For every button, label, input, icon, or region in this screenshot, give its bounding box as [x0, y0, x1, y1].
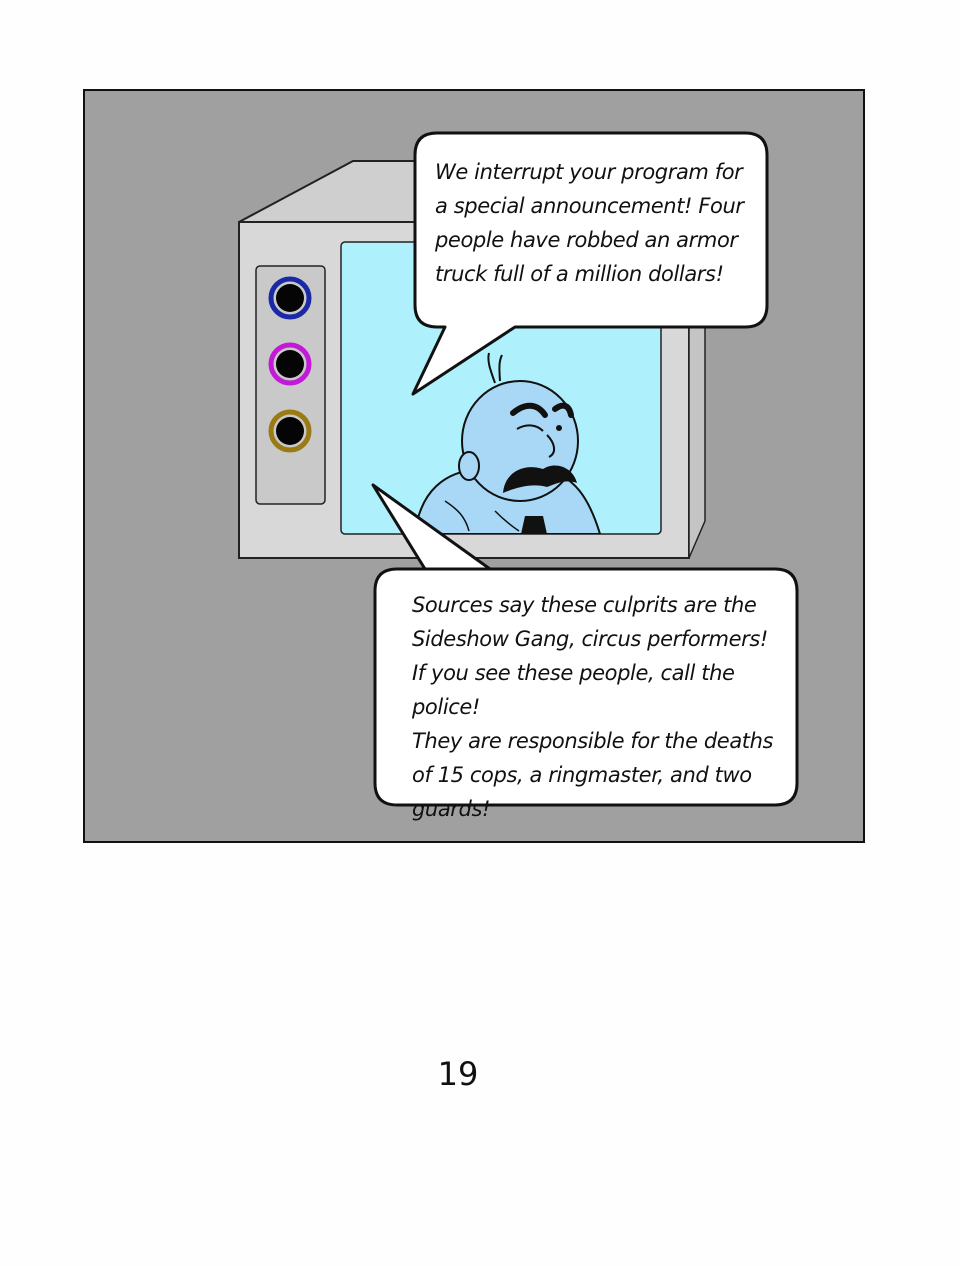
tv-knob-gold — [271, 412, 309, 450]
speech-bubble-1-text: We interrupt your program for a special announcement! Four people have robbed an armor truck full of a million dollars! — [435, 160, 744, 286]
tv-knob-blue — [271, 279, 309, 317]
page-number: 19 — [437, 1055, 479, 1093]
speech-bubble-2-text: Sources say these culprits are the Sideshow Gang, circus performers! If you see these people, call the police! They are responsible for the deaths of 15 cops, a ringmaster, and two guards! — [412, 593, 774, 821]
tv-knob-purple — [271, 345, 309, 383]
comic-panel — [83, 89, 865, 843]
